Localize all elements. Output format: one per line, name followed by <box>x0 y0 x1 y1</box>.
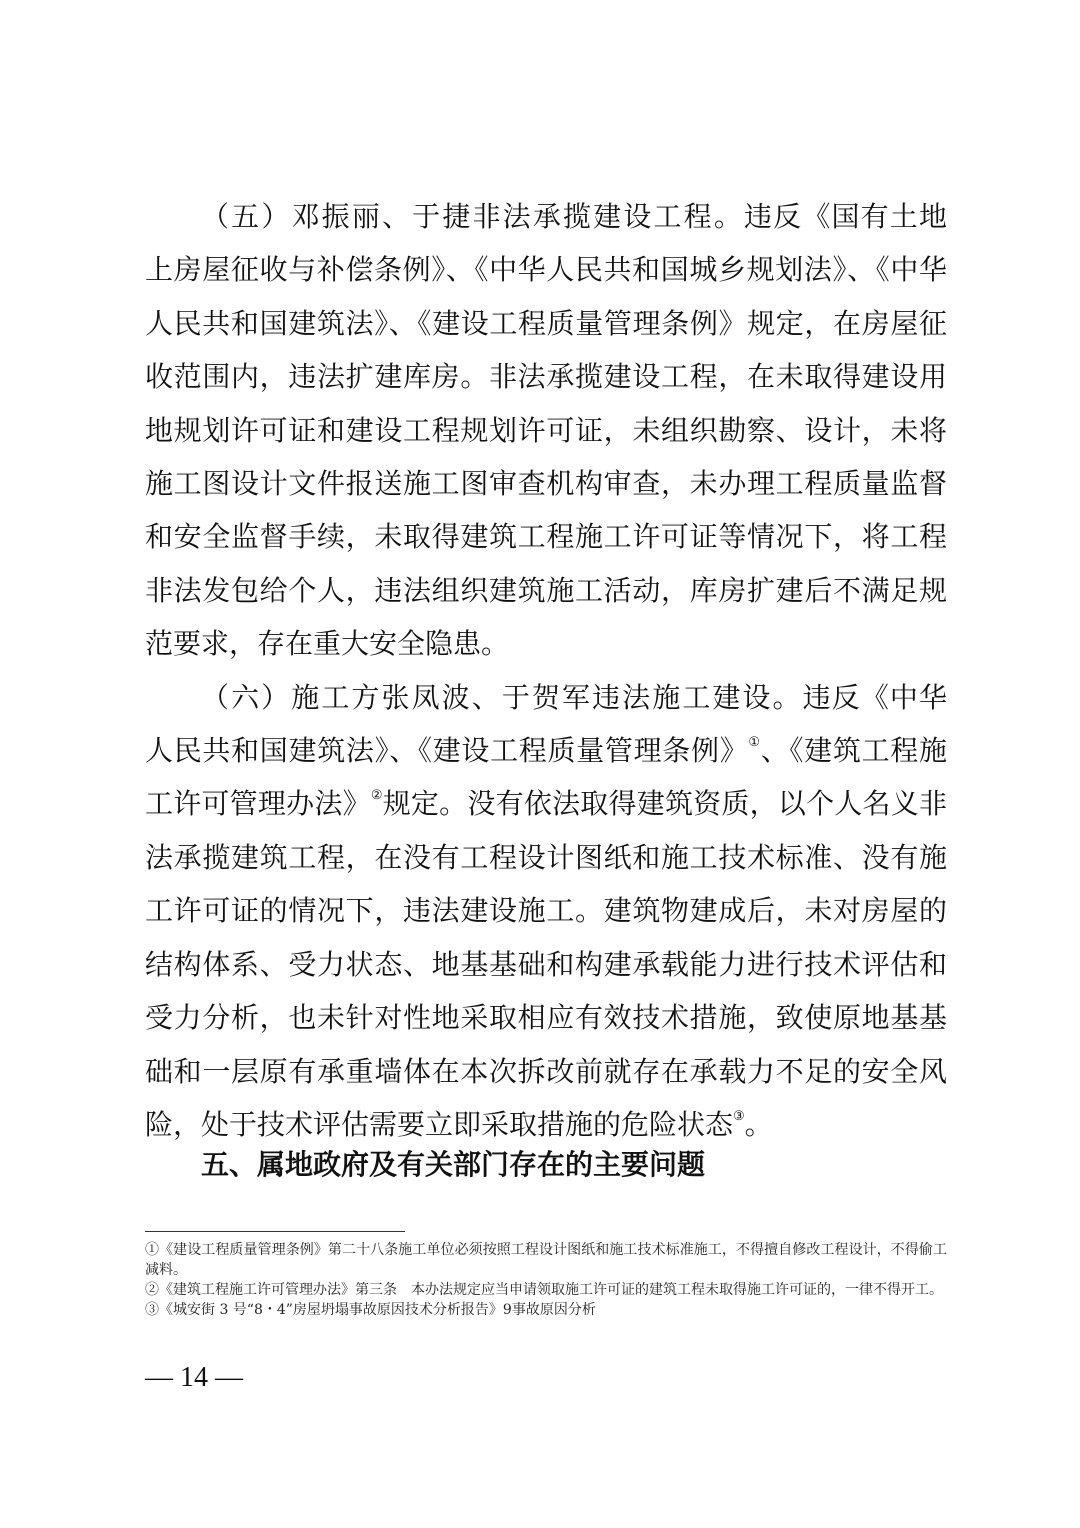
paragraph-section-6 <box>145 671 947 1152</box>
section-heading: 五、属地政府及有关部门存在的主要问题 <box>201 1148 706 1181</box>
footnote-ref-2[interactable]: ② <box>370 788 383 804</box>
section-5-lead: （五）邓振丽、于捷非法承揽建设工程。 <box>201 200 744 233</box>
footnote-3: ③《城安街 3 号“8・4”房屋坍塌事故原因技术分析报告》9事故原因分析 <box>145 1302 596 1318</box>
section-5-body: 违反《国有土地上房屋征收与补偿条例》、《中华人民共和国城乡规划法》、《中华人民共和国建筑法》、《建设工程质量管理条例》规定，在房屋征收范围内，违法扩建库房。非法承揽建设工程，在未取得建设用地规划许可证和建设工程规划许可证，未组织勘察、设计，未将施工图设计文件报送施工图审查机构审查，未办理工程质量监督和安全监督手续，未取得建筑工程施工许可证等情况下，将工程非法发包给个人，违法组织建筑施工活动，库房扩建后不满足规范要求，存在重大安全隐患。 <box>145 200 947 661</box>
footnote-separator <box>145 1231 405 1232</box>
paragraph-section-5 <box>145 190 947 671</box>
section-6-text-3: 规定。没有依法取得建筑资质，以个人名义非法承揽建筑工程，在没有工程设计图纸和施工技术标准、没有施工许可证的情况下，违法建设施工。建筑物建成后，未对房屋的结构体系、受力状态、地基基础和构建承载能力进行技术评估和受力分析，也未针对性地采取相应有效技术措施，致使原地基基础和一层原有承重墙体在本次拆改前就存在承载力不足的安全风险，处于技术评估需要立即采取措施的危险状态 <box>145 787 947 1141</box>
footnotes <box>145 1240 947 1320</box>
footnote-1: ①《建设工程质量管理条例》第二十八条施工单位必须按照工程设计图纸和施工技术标准施工，不得擅自修改工程设计，不得偷工减料。 <box>145 1242 947 1278</box>
section-6-text-2: 、《建筑工程施工许可管理办法》 <box>145 734 947 821</box>
section-6-text-1: 违反《中华人民共和国建筑法》、《建设工程质量管理条例》 <box>145 680 947 768</box>
body-text <box>145 190 947 1151</box>
footnote-2: ②《建筑工程施工许可管理办法》第三条 本办法规定应当申请领取施工许可证的建筑工程未取得施工许可证的，一律不得开工。 <box>145 1282 943 1298</box>
footnote-ref-3[interactable]: ③ <box>733 1108 745 1124</box>
section-6-text-4: 。 <box>744 1107 773 1141</box>
footnote-ref-1[interactable]: ① <box>748 735 761 751</box>
page-number: — 14 — <box>145 1362 243 1393</box>
section-6-lead: （六）施工方张凤波、于贺军违法施工建设。 <box>201 680 803 714</box>
